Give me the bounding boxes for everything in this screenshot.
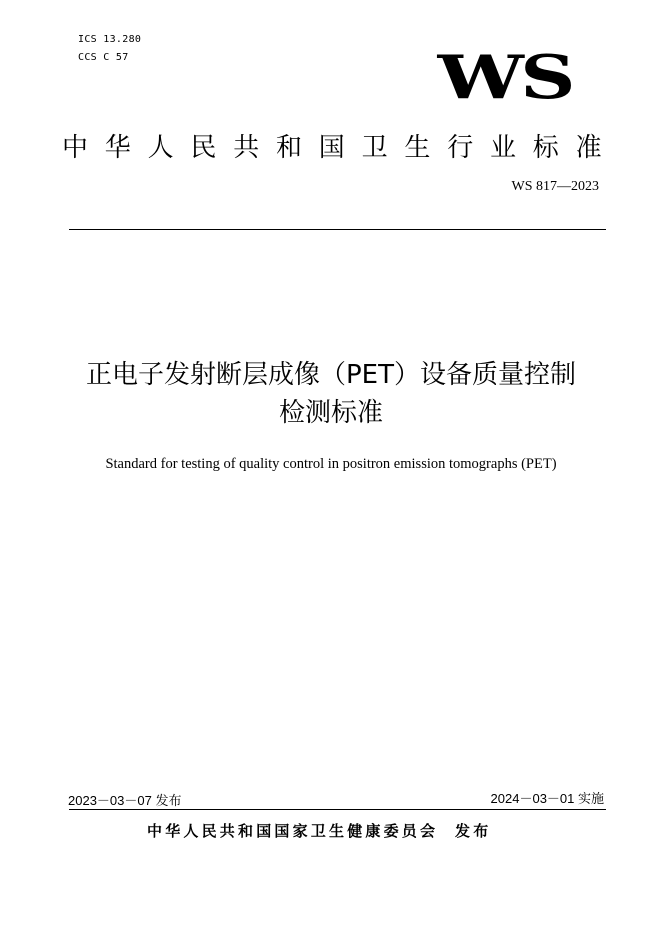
title-chinese-line1: 正电子发射断层成像（PET）设备质量控制 [86,360,576,390]
title-english: Standard for testing of quality control in positron emission tomographs (PET) [105,456,557,472]
top-divider [69,229,606,230]
issuing-body-title: 中华人民共和国卫生行业标准 [62,133,619,163]
standard-number: WS 817—2023 [511,179,599,194]
publisher: 中华人民共和国国家卫生健康委员会 发布 [147,822,492,840]
issue-date: 2023－03－07 发布 [68,793,182,808]
ws-logo: WS [437,43,572,113]
bottom-divider [69,809,606,810]
ics-code: ICS 13.280 [78,34,142,45]
ccs-code: CCS C 57 [78,52,129,63]
title-chinese-line2: 检测标准 [278,398,383,428]
implementation-date: 2024－03－01 实施 [490,791,604,806]
